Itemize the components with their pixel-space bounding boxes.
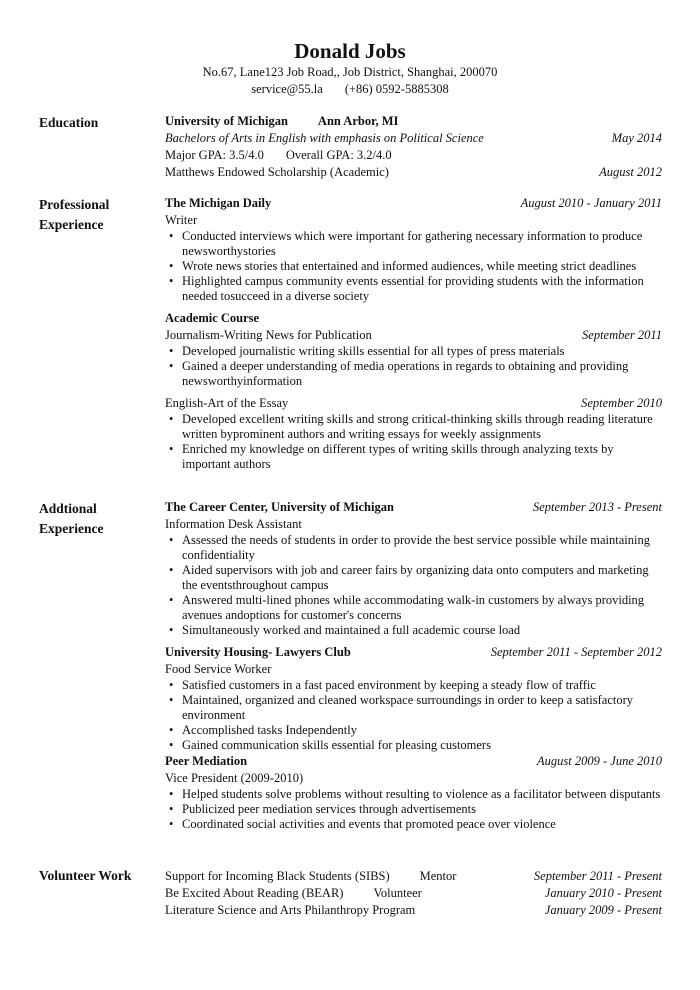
org-date: August 2009 - June 2010 <box>537 754 662 768</box>
role-row <box>165 516 662 533</box>
org-row <box>165 753 662 770</box>
list-item: • Satisfied customers in a fast paced environment by keeping a steady flow of traffic <box>165 678 662 693</box>
list-item: • Developed journalistic writing skills essential for all types of press materials <box>165 344 662 359</box>
volunteer-content <box>165 868 662 919</box>
volunteer-org: Be Excited About Reading (BEAR) <box>165 886 344 900</box>
org-name: University Housing- Lawyers Club <box>165 645 351 659</box>
resume-header <box>0 38 700 98</box>
phone: (+86) 0592-5885308 <box>344 82 449 96</box>
role-row <box>165 661 662 678</box>
list-item: • Gained a deeper understanding of media operations in regards to obtaining and providing newsworthyinformation <box>165 359 662 389</box>
list-item: • Simultaneously worked and maintained a full academic course load <box>165 623 662 638</box>
role: Vice President (2009-2010) <box>165 771 304 785</box>
email: service@55.la <box>251 82 323 96</box>
additional-title-line2: Experience <box>39 521 104 536</box>
course-name: English-Art of the Essay <box>165 396 289 410</box>
list-item: • Helped students solve problems without resulting to violence as a facilitator between disputants <box>165 787 662 802</box>
org-row <box>165 499 662 516</box>
education-content <box>165 113 662 181</box>
volunteer-date: January 2009 - Present <box>544 903 662 917</box>
course-date: September 2010 <box>581 396 662 410</box>
course-name: Journalism-Writing News for Publication <box>165 328 372 342</box>
role-row <box>165 212 662 229</box>
scholarship-row <box>165 164 662 181</box>
volunteer-title: Volunteer Work <box>39 868 132 883</box>
volunteer-row <box>165 902 662 919</box>
bullet-list <box>165 412 662 472</box>
school-location: Ann Arbor, MI <box>317 114 399 128</box>
list-item: • Enriched my knowledge on different types of writing skills through analyzing texts by important authors <box>165 442 662 472</box>
role-row <box>165 770 662 787</box>
org-name: Peer Mediation <box>165 754 248 768</box>
volunteer-row <box>165 868 662 885</box>
org-date: August 2010 - January 2011 <box>520 196 662 210</box>
volunteer-role: Mentor <box>419 869 457 883</box>
list-item: • Aided supervisors with job and career fairs by organizing data onto computers and marketing the eventsthroughout campus <box>165 563 662 593</box>
role: Food Service Worker <box>165 662 272 676</box>
major-gpa: Major GPA: 3.5/4.0 <box>165 148 264 162</box>
org-date: September 2013 - Present <box>532 500 662 514</box>
list-item: • Maintained, organized and cleaned workspace surroundings in order to keep a satisfactory environment <box>165 693 662 723</box>
bullet-list <box>165 229 662 304</box>
list-item: • Publicized peer mediation services through advertisements <box>165 802 662 817</box>
org-row <box>165 195 662 212</box>
org-row <box>165 644 662 661</box>
role: Writer <box>165 213 198 227</box>
candidate-name: Donald Jobs <box>294 39 406 63</box>
org-name: The Michigan Daily <box>165 196 272 210</box>
org-row <box>165 310 662 327</box>
additional-title <box>39 499 159 539</box>
overall-gpa: Overall GPA: 3.2/4.0 <box>285 148 392 162</box>
role: Information Desk Assistant <box>165 517 302 531</box>
list-item: • Assessed the needs of students in order to provide the best service possible while maintaining confidentiality <box>165 533 662 563</box>
scholarship: Matthews Endowed Scholarship (Academic) <box>165 165 389 179</box>
bullet-list <box>165 533 662 638</box>
volunteer-date: September 2011 - Present <box>533 869 662 883</box>
scholarship-date: August 2012 <box>599 165 662 179</box>
course-row <box>165 327 662 344</box>
list-item: • Accomplished tasks Independently <box>165 723 662 738</box>
bullet-list <box>165 787 662 832</box>
list-item: • Wrote news stories that entertained and informed audiences, while meeting strict deadlines <box>165 259 662 274</box>
additional-title-line1: Addtional <box>39 501 97 516</box>
professional-content <box>165 195 662 472</box>
volunteer-role: Volunteer <box>373 886 422 900</box>
org-name: Academic Course <box>165 311 260 325</box>
address: No.67, Lane123 Job Road,, Job District, Shanghai, 200070 <box>202 65 498 79</box>
list-item: • Developed excellent writing skills and strong critical-thinking skills through reading literature written byprominent authors and writing essays for weekly assignments <box>165 412 662 442</box>
list-item: • Coordinated social activities and events that promoted peace over violence <box>165 817 662 832</box>
professional-title-line1: Professional <box>39 197 110 212</box>
gpa-row <box>165 147 662 164</box>
additional-content <box>165 499 662 832</box>
list-item: • Highlighted campus community events essential for providing students with the information needed tosucceed in a diverse society <box>165 274 662 304</box>
degree-date: May 2014 <box>611 131 662 145</box>
professional-title-line2: Experience <box>39 217 104 232</box>
list-item: • Gained communication skills essential for pleasing customers <box>165 738 662 753</box>
list-item: • Answered multi-lined phones while accommodating walk-in customers by always providing avenues andoptions for customer's concerns <box>165 593 662 623</box>
contact-line <box>0 81 700 98</box>
professional-title <box>39 195 159 235</box>
org-name: The Career Center, University of Michigan <box>165 500 394 514</box>
volunteer-org: Literature Science and Arts Philanthropy Program <box>165 903 416 917</box>
education-title: Education <box>39 115 99 130</box>
course-row <box>165 395 662 412</box>
school-row <box>165 113 662 130</box>
degree: Bachelors of Arts in English with emphasis on Political Science <box>165 131 484 145</box>
school-name: University of Michigan <box>165 114 288 128</box>
degree-row <box>165 130 662 147</box>
volunteer-row <box>165 885 662 902</box>
volunteer-date: January 2010 - Present <box>544 886 662 900</box>
bullet-list <box>165 678 662 753</box>
bullet-list <box>165 344 662 389</box>
org-date: September 2011 - September 2012 <box>490 645 662 659</box>
course-date: September 2011 <box>582 328 662 342</box>
list-item: • Conducted interviews which were important for gathering necessary information to produce newsworthystories <box>165 229 662 259</box>
volunteer-org: Support for Incoming Black Students (SIBS) <box>165 869 390 883</box>
